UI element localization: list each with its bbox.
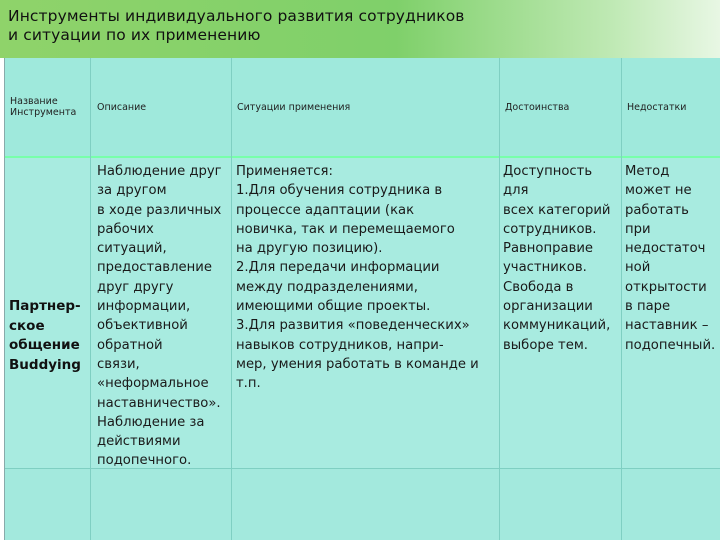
- cell-advantages: Доступность для всех категорий сотрудников. Равноправие участников. Свобода в организации коммуникаций, выборе тем.: [503, 164, 611, 353]
- header-description: Описание: [97, 102, 147, 113]
- cell-disadvantages: Метод может не работать при недостаточ ной открытости в паре наставник – подопечный.: [625, 164, 716, 353]
- header-advantages: Достоинства: [505, 102, 570, 113]
- page-title: Инструменты индивидуального развития сотрудников и ситуации по их применению: [8, 7, 465, 44]
- cell-tool-name: Партнер- ское общение Buddying: [9, 298, 81, 373]
- header-situations: Ситуации применения: [237, 102, 351, 113]
- title-bar: [0, 0, 720, 58]
- header-name: Название Инструмента: [10, 96, 77, 118]
- tools-table: [4, 58, 720, 540]
- table-row-footer-band: [5, 468, 720, 540]
- cell-description: Наблюдение друг за другом в ходе различных рабочих ситуаций, предоставление друг другу информации, объективной обратной связи, «неформальное наставничество». Наблюдение за действиями подопечного.: [97, 164, 222, 469]
- header-disadvantages: Недостатки: [627, 102, 687, 113]
- cell-situations: Применяется: 1.Для обучения сотрудника в процессе адаптации (как новичка, так и перемещаемого на другую позицию). 2.Для передачи информации между подразделениями, имеющими общие проекты. 3.Для развития «поведенческих» навыков сотрудников, напри- мер, умения работать в команде и т.п.: [236, 164, 479, 392]
